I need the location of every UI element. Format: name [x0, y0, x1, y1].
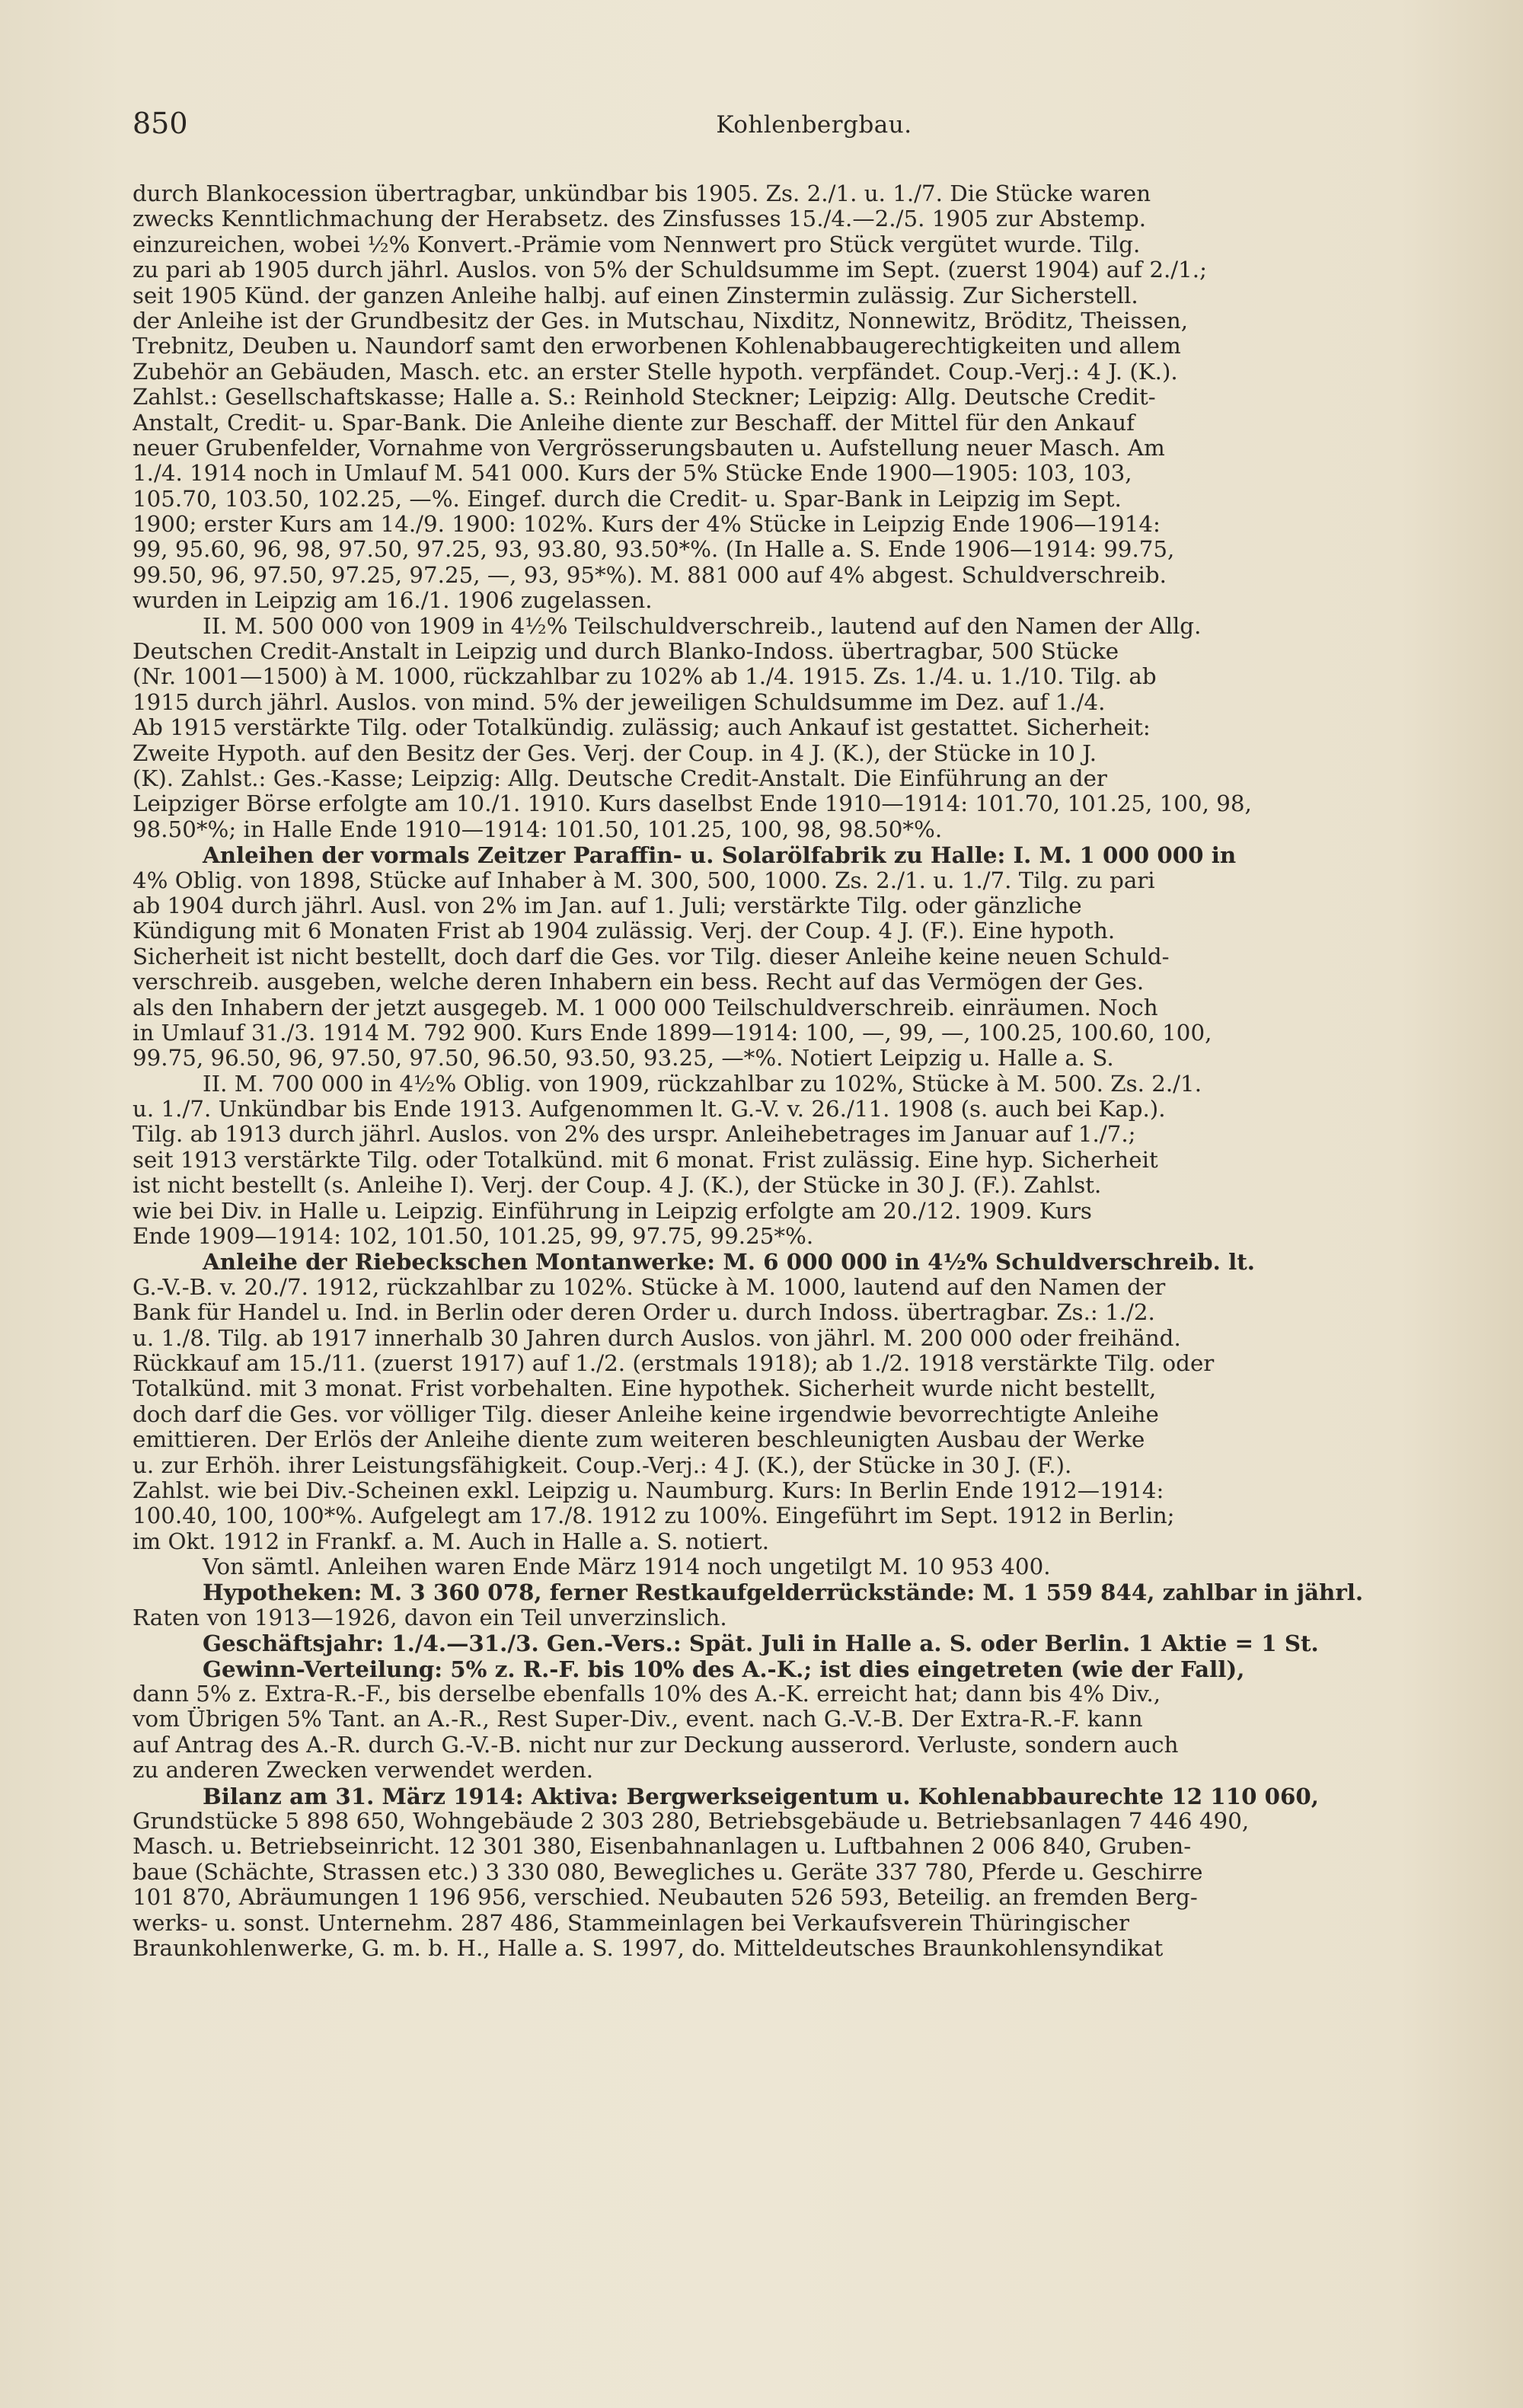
text-line: Tilg. ab 1913 durch jährl. Auslos. von 2% des urspr. Anleihebetrages im Januar auf 1./7.;	[133, 1122, 1136, 1148]
text-line: Zahlst.: Gesellschaftskasse; Halle a. S.: Reinhold Steckner; Leipzig: Allg. Deutsche Credit-	[133, 385, 1156, 410]
text-line: 1900; erster Kurs am 14./9. 1900: 102%. Kurs der 4% Stücke in Leipzig Ende 1906—1914:	[133, 512, 1161, 538]
text-line: 4% Oblig. von 1898, Stücke auf Inhaber à M. 300, 500, 1000. Zs. 2./1. u. 1./7. Tilg. zu pari	[133, 867, 1155, 893]
text-line: Deutschen Credit-Anstalt in Leipzig und durch Blanko-Indoss. übertragbar, 500 Stücke	[133, 639, 1119, 665]
text-line: 100.40, 100, 100*%. Aufgelegt am 17./8. 1912 zu 100%. Eingeführt im Sept. 1912 in Berlin;	[133, 1503, 1175, 1529]
text-line: 99, 95.60, 96, 98, 97.50, 97.25, 93, 93.80, 93.50*%. (In Halle a. S. Ende 1906—1914: 99.75,	[133, 537, 1175, 563]
page-header	[133, 107, 1496, 152]
text-line: verschreib. ausgeben, welche deren Inhabern ein bess. Recht auf das Vermögen der Ges.	[133, 969, 1145, 995]
text-line: zu anderen Zwecken verwendet werden.	[133, 1758, 594, 1784]
text-line: im Okt. 1912 in Frankf. a. M. Auch in Halle a. S. notiert.	[133, 1528, 770, 1554]
text-line: 99.50, 96, 97.50, 97.25, 97.25, —, 93, 95*%). M. 881 000 auf 4% abgest. Schuldverschreib.	[133, 562, 1167, 588]
text-line: G.-V.-B. v. 20./7. 1912, rückzahlbar zu 102%. Stücke à M. 1000, lautend auf den Namen der	[133, 1274, 1166, 1300]
text-line: Zubehör an Gebäuden, Masch. etc. an erster Stelle hypoth. verpfändet. Coup.-Verj.: 4 J. (K.).	[133, 359, 1178, 385]
text-line: Kündigung mit 6 Monaten Frist ab 1904 zulässig. Verj. der Coup. 4 J. (F.). Eine hypoth.	[133, 918, 1116, 944]
text-line-section-heading: Hypotheken: M. 3 360 078, ferner Restkaufgelderrückstände: M. 1 559 844, zahlbar in jährl.	[203, 1579, 1364, 1605]
text-line: Raten von 1913—1926, davon ein Teil unverzinslich.	[133, 1605, 727, 1630]
text-line: Zweite Hypoth. auf den Besitz der Ges. Verj. der Coup. in 4 J. (K.), der Stücke in 10 J.	[133, 740, 1097, 766]
text-line: einzureichen, wobei ½% Konvert.-Prämie vom Nennwert pro Stück vergütet wurde. Tilg.	[133, 232, 1141, 257]
text-line: wie bei Div. in Halle u. Leipzig. Einführung in Leipzig erfolgte am 20./12. 1909. Kurs	[133, 1198, 1092, 1224]
text-line: II. M. 700 000 in 4½% Oblig. von 1909, rückzahlbar zu 102%, Stücke à M. 500. Zs. 2./1.	[203, 1071, 1202, 1097]
text-line: Anstalt, Credit- u. Spar-Bank. Die Anleihe diente zur Beschaff. der Mittel für den Ankauf	[133, 410, 1135, 436]
text-line: ist nicht bestellt (s. Anleihe I). Verj. der Coup. 4 J. (K.), der Stücke in 30 J. (F.). Zahlst.	[133, 1173, 1102, 1199]
text-line: Trebnitz, Deuben u. Naundorf samt den erworbenen Kohlenabbaugerechtigkeiten und allem	[133, 334, 1181, 359]
text-line: auf Antrag des A.-R. durch G.-V.-B. nicht nur zur Deckung ausserord. Verluste, sondern auch	[133, 1732, 1179, 1758]
text-line: seit 1913 verstärkte Tilg. oder Totalkünd. mit 6 monat. Frist zulässig. Eine hyp. Sicherheit	[133, 1147, 1158, 1173]
text-line-section-heading: Anleihe der Riebeckschen Montanwerke: M. 6 000 000 in 4½% Schuldverschreib. lt.	[203, 1249, 1255, 1275]
text-line: u. zur Erhöh. ihrer Leistungsfähigkeit. Coup.-Verj.: 4 J. (K.), der Stücke in 30 J. (F.).	[133, 1452, 1072, 1478]
text-line: emittieren. Der Erlös der Anleihe diente zum weiteren beschleunigten Ausbau der Werke	[133, 1427, 1145, 1453]
text-line: zu pari ab 1905 durch jährl. Auslos. von 5% der Schuldsumme im Sept. (zuerst 1904) auf 2./1.;	[133, 257, 1207, 283]
text-line: (K). Zahlst.: Ges.-Kasse; Leipzig: Allg. Deutsche Credit-Anstalt. Die Einführung an der	[133, 765, 1107, 791]
text-line-section-heading: Gewinn-Verteilung: 5% z. R.-F. bis 10% des A.-K.; ist dies eingetreten (wie der Fall),	[203, 1656, 1245, 1682]
text-line: Braunkohlenwerke, G. m. b. H., Halle a. S. 1997, do. Mitteldeutsches Braunkohlensyndikat	[133, 1935, 1164, 1961]
text-line: (Nr. 1001—1500) à M. 1000, rückzahlbar zu 102% ab 1./4. 1915. Zs. 1./4. u. 1./10. Tilg. ab	[133, 664, 1157, 690]
text-line: u. 1./8. Tilg. ab 1917 innerhalb 30 Jahren durch Auslos. von jährl. M. 200 000 oder freihänd.	[133, 1325, 1181, 1351]
text-line: Rückkauf am 15./11. (zuerst 1917) auf 1./2. (erstmals 1918); ab 1./2. 1918 verstärkte Tilg. oder	[133, 1350, 1215, 1376]
text-line-section-heading: Anleihen der vormals Zeitzer Paraffin- u. Solarölfabrik zu Halle: I. M. 1 000 000 in	[203, 842, 1237, 868]
text-line: 98.50*%; in Halle Ende 1910—1914: 101.50, 101.25, 100, 98, 98.50*%.	[133, 816, 943, 842]
text-line-section-heading: Geschäftsjahr: 1./4.—31./3. Gen.-Vers.: Spät. Juli in Halle a. S. oder Berlin. 1 Aktie = 1 St.	[203, 1630, 1319, 1656]
text-line: Ab 1915 verstärkte Tilg. oder Totalkündig. zulässig; auch Ankauf ist gestattet. Sicherheit:	[133, 715, 1151, 741]
text-line: Ende 1909—1914: 102, 101.50, 101.25, 99, 97.75, 99.25*%.	[133, 1224, 814, 1250]
text-line: Masch. u. Betriebseinricht. 12 301 380, Eisenbahnanlagen u. Luftbahnen 2 006 840, Gruben-	[133, 1834, 1192, 1860]
text-line: 101 870, Abräumungen 1 196 956, verschied. Neubauten 526 593, Beteilig. an fremden Berg-	[133, 1885, 1198, 1911]
text-line: doch darf die Ges. vor völliger Tilg. dieser Anleihe keine irgendwie bevorrechtigte Anleihe	[133, 1401, 1159, 1427]
text-line: Von sämtl. Anleihen waren Ende März 1914 noch ungetilgt M. 10 953 400.	[203, 1554, 1051, 1580]
text-line: II. M. 500 000 von 1909 in 4½% Teilschuldverschreib., lautend auf den Namen der Allg.	[203, 613, 1202, 639]
text-line: als den Inhabern der jetzt ausgegeb. M. 1 000 000 Teilschuldverschreib. einräumen. Noch	[133, 995, 1158, 1020]
text-line: 99.75, 96.50, 96, 97.50, 97.50, 96.50, 93.50, 93.25, —*%. Notiert Leipzig u. Halle a. S.	[133, 1046, 1114, 1071]
text-line: durch Blankocession übertragbar, unkündbar bis 1905. Zs. 2./1. u. 1./7. Die Stücke waren	[133, 181, 1151, 206]
text-line: 105.70, 103.50, 102.25, —%. Eingef. durch die Credit- u. Spar-Bank in Leipzig im Sept.	[133, 486, 1122, 512]
text-line: in Umlauf 31./3. 1914 M. 792 900. Kurs Ende 1899—1914: 100, —, 99, —, 100.25, 100.60, 100,	[133, 1020, 1212, 1046]
text-line: werks- u. sonst. Unternehm. 287 486, Stammeinlagen bei Verkaufsverein Thüringischer	[133, 1910, 1130, 1936]
text-line-section-heading: Bilanz am 31. März 1914: Aktiva: Bergwerkseigentum u. Kohlenabbaurechte 12 110 060,	[203, 1783, 1320, 1809]
text-line: Grundstücke 5 898 650, Wohngebäude 2 303 280, Betriebsgebäude u. Betriebsanlagen 7 446 490,	[133, 1809, 1250, 1834]
text-line: dann 5% z. Extra-R.-F., bis derselbe ebenfalls 10% des A.-K. erreicht hat; dann bis 4% Div.,	[133, 1681, 1161, 1707]
text-line: neuer Grubenfelder, Vornahme von Vergrösserungsbauten u. Aufstellung neuer Masch. Am	[133, 435, 1165, 461]
text-line: der Anleihe ist der Grundbesitz der Ges. in Mutschau, Nixditz, Nonnewitz, Bröditz, Theissen,	[133, 308, 1189, 334]
text-line: 1915 durch jährl. Auslos. von mind. 5% der jeweiligen Schuldsumme im Dez. auf 1./4.	[133, 689, 1106, 715]
text-line: Sicherheit ist nicht bestellt, doch darf die Ges. vor Tilg. dieser Anleihe keine neuen Schuld-	[133, 944, 1170, 969]
text-line: Leipziger Börse erfolgte am 10./1. 1910. Kurs daselbst Ende 1910—1914: 101.70, 101.25, 100, 98,	[133, 791, 1252, 817]
text-line: seit 1905 Künd. der ganzen Anleihe halbj. auf einen Zinstermin zulässig. Zur Sicherstell.	[133, 283, 1138, 308]
text-line: baue (Schächte, Strassen etc.) 3 330 080, Bewegliches u. Geräte 337 780, Pferde u. Geschirre	[133, 1859, 1203, 1885]
text-line: wurden in Leipzig am 16./1. 1906 zugelassen.	[133, 588, 653, 614]
text-line: u. 1./7. Unkündbar bis Ende 1913. Aufgenommen lt. G.-V. v. 26./11. 1908 (s. auch bei Kap.).	[133, 1097, 1166, 1123]
text-line: zwecks Kenntlichmachung der Herabsetz. des Zinsfusses 15./4.—2./5. 1905 zur Abstemp.	[133, 206, 1147, 232]
text-line: Bank für Handel u. Ind. in Berlin oder deren Order u. durch Indoss. übertragbar. Zs.: 1./2.	[133, 1300, 1155, 1326]
text-line: Totalkünd. mit 3 monat. Frist vorbehalten. Eine hypothek. Sicherheit wurde nicht bestellt,	[133, 1376, 1157, 1402]
page-number: 850	[133, 107, 188, 140]
body-text	[133, 181, 1503, 1961]
text-line: ab 1904 durch jährl. Ausl. von 2% im Jan. auf 1. Juli; verstärkte Tilg. oder gänzliche	[133, 893, 1082, 918]
text-line: 1./4. 1914 noch in Umlauf M. 541 000. Kurs der 5% Stücke Ende 1900—1905: 103, 103,	[133, 461, 1132, 487]
text-line: Zahlst. wie bei Div.-Scheinen exkl. Leipzig u. Naumburg. Kurs: In Berlin Ende 1912—1914:	[133, 1477, 1164, 1503]
running-title: Kohlenbergbau.	[716, 111, 912, 139]
text-line: vom Übrigen 5% Tant. an A.-R., Rest Super-Div., event. nach G.-V.-B. Der Extra-R.-F. kann	[133, 1707, 1143, 1733]
